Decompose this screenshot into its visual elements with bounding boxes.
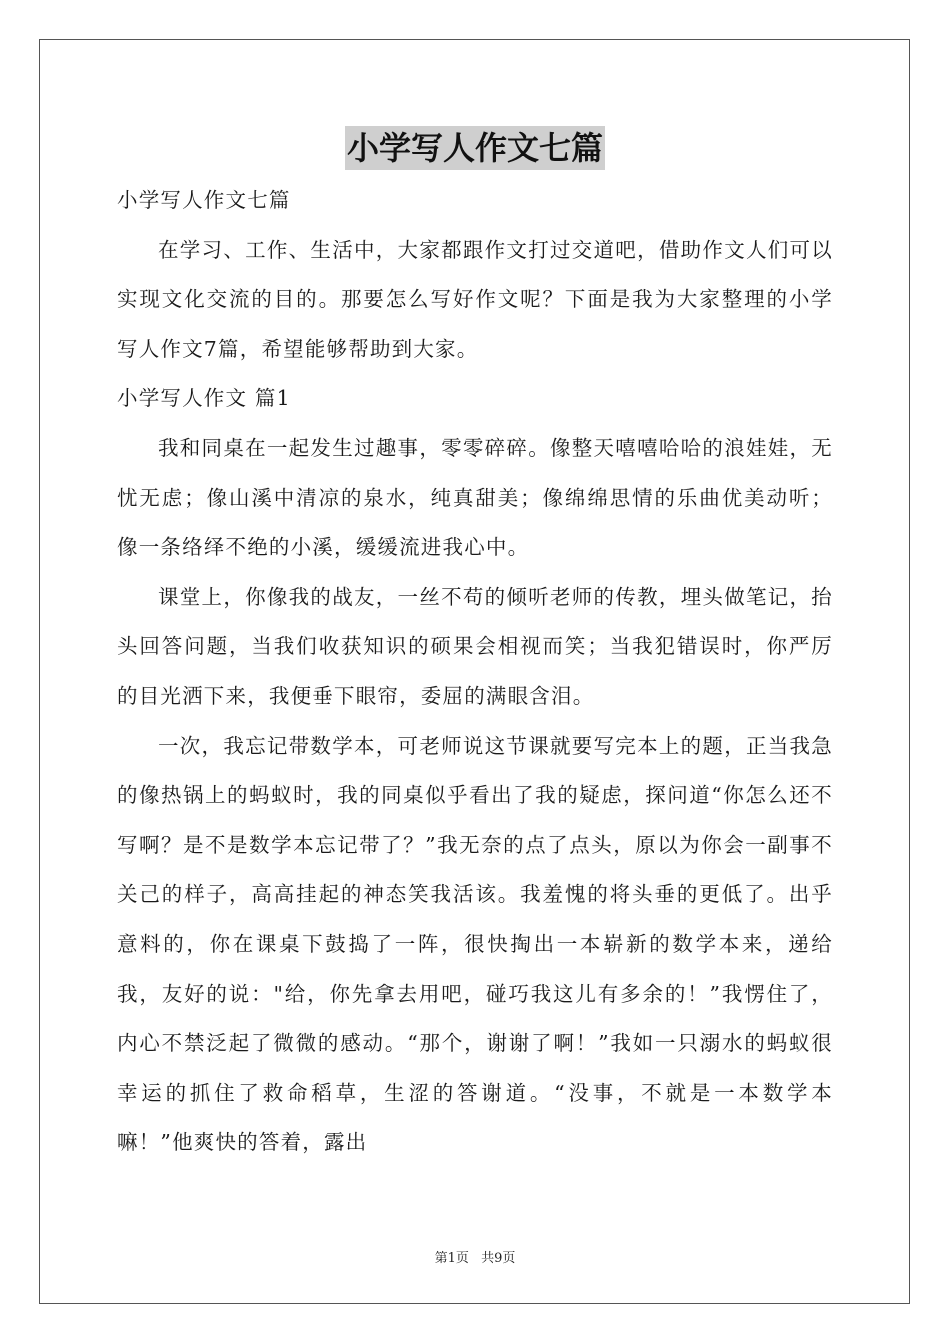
document-body: [117, 176, 833, 1168]
paragraph: 我和同桌在一起发生过趣事，零零碎碎。像整天嘻嘻哈哈的浪娃娃，无忧无虑；像山溪中清凉的泉水，纯真甜美；像绵绵思情的乐曲优美动听；像一条络绎不绝的小溪，缓缓流进我心中。: [117, 435, 833, 560]
paragraph: 课堂上，你像我的战友，一丝不苟的倾听老师的传教，埋头做笔记，抬头回答问题，当我们收获知识的硕果会相视而笑；当我犯错误时，你严厉的目光洒下来，我便垂下眼帘，委屈的满眼含泪。: [117, 584, 833, 708]
page-total: 共9页: [481, 1251, 516, 1266]
title-container: [0, 126, 950, 170]
paragraph: 在学习、工作、生活中，大家都跟作文打过交道吧，借助作文人们可以实现文化交流的目的。那要怎么写好作文呢？下面是我为大家整理的小学写人作文7篇，希望能够帮助到大家。: [117, 237, 833, 361]
paragraph: 小学写人作文七篇: [117, 188, 291, 212]
page-footer: [0, 1247, 950, 1266]
document-title: 小学写人作文七篇: [345, 126, 605, 170]
page-number: 第1页: [434, 1251, 469, 1266]
paragraph: 一次，我忘记带数学本，可老师说这节课就要写完本上的题，正当我急的像热锅上的蚂蚁时，我的同桌似乎看出了我的疑虑，探问道“你怎么还不写啊？是不是数学本忘记带了？”我无奈的点了点头，原以为你会一副事不关己的样子，高高挂起的神态笑我活该。我羞愧的将头垂的更低了。出乎意料的，你在课桌下鼓捣了一阵，很快掏出一本崭新的数学本来，递给我，友好的说："给，你先拿去用吧，碰巧我这儿有多余的！”我愣住了，内心不禁泛起了微微的感动。“那个，谢谢了啊！”我如一只溺水的蚂蚁很幸运的抓住了救命稻草，生涩的答谢道。“没事，不就是一本数学本嘛！”他爽快的答着，露出: [117, 733, 833, 1155]
section-heading: 小学写人作文 篇1: [117, 386, 291, 411]
